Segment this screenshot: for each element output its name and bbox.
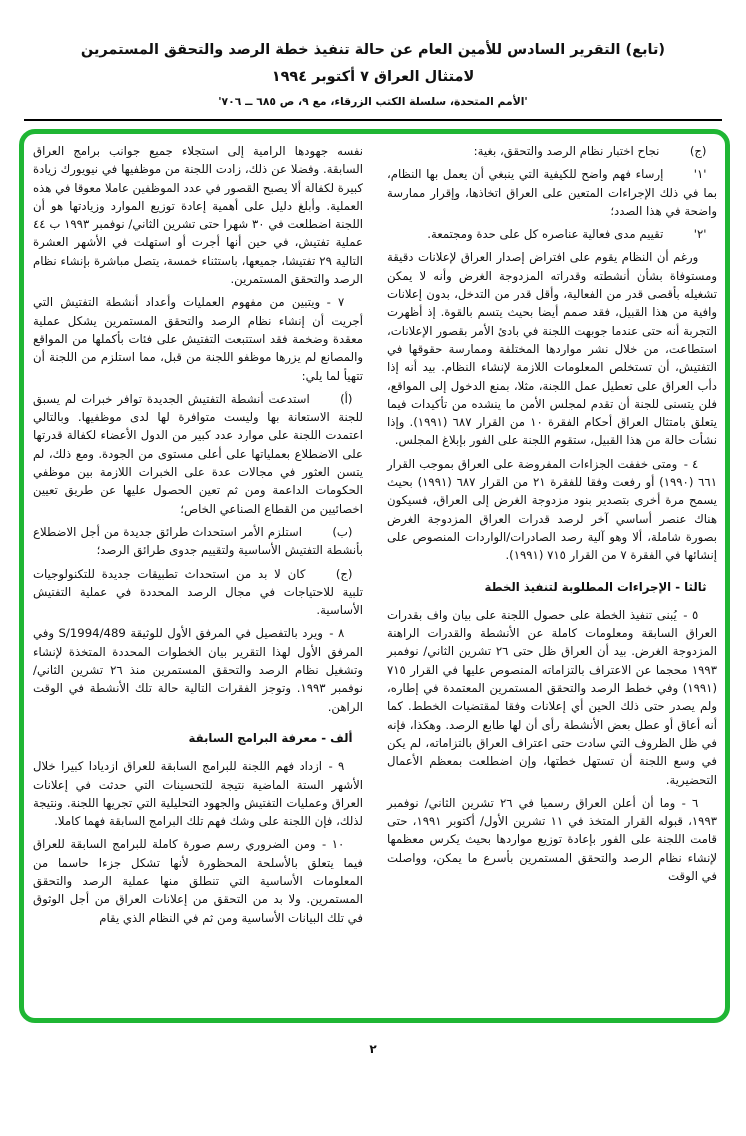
paragraph-text: ومن الضروري رسم صورة كاملة للبرامج السابقة للعراق فيما يتعلق بالأسلحة المحظورة لأنها تشكل جزءا حاسما من المعلومات الأساسية التي تنطلق منها عملية الرصد والتحقق المستمرين. ولا بد من التحقق من إعلانات العراق من أجل الوثوق في تلك البيانات الأساسية ومن ثم في النظام الذي يقام: [33, 837, 363, 925]
paragraph-text: نفسه جهودها الرامية إلى استجلاء جميع جوانب برامج العراق السابقة. وفضلا عن ذلك، زادت اللجنة من موظفيها في نيويورك زيادة كبيرة لكفالة ألا يصبح القصور في عدد الموظفين عاملا معوقا في هذه العملية. وأبلغ دليل على أهمية إعادة توزيع الموارد وزيادتها هو أن اللجنة اضطلعت في ٣٠ شهرا حتى تشرين الثاني/ نوفمبر ١٩٩٣ ب ٤٤ عملية تفتيش، في حين أنها أجرت أو استهلت في الأشهر العشرة التالية ٢٩ تفتيشا، جميعها، باستثناء خمسة، يتصل مباشرة بإنشاء نظام الرصد والتحقق المستمرين.: [33, 144, 363, 287]
paragraph-text: وما أن أعلن العراق رسميا في ٢٦ تشرين الثاني/ نوفمبر ١٩٩٣، قبوله القرار المتخذ في ١١ تشرين الأول/ أكتوبر ١٩٩١، حتى قامت اللجنة على الفور بإعادة توزيع مواردها بحيث يكرس معظمها لإنشاء نظام الرصد والتحقق المستمرين بأسرع ما يمكن، وواصلت في الوقت: [387, 795, 718, 883]
document-title-line2: لامتثال العراق ٧ أكتوبر ١٩٩٤: [271, 69, 475, 85]
paragraph: [33, 565, 363, 620]
paragraph: [33, 757, 363, 830]
paragraph-label: (ب): [332, 524, 353, 539]
paragraph: [33, 293, 363, 384]
paragraph: [33, 835, 363, 926]
paragraph-label: ١٠ -: [321, 837, 345, 852]
paragraph-label: ٤ -: [683, 456, 699, 471]
paragraph-text: استدعت أنشطة التفتيش الجديدة توافر خبرات لم يسبق للجنة الاستعانة بها وليست متوافرة لها لدى موظفيها. وبالتالي اعتمدت اللجنة على موارد عدد كبير من الدول الأعضاء لكفالة قدرتها على الاضطلاع بعملياتها على أعلى مستوى من الجودة. ومع ذلك، لم يتسن العثور في مجالات عدة على الخبرات اللازمة بين موظفي الحكومات الداعمة ومن ثم تعين الحصول عليها عن طريق تعيين اخصائيين من القطاع الصناعي الخاص؛: [33, 391, 363, 516]
document-source-citation: 'الأمم المتحدة، سلسلة الكتب الزرقاء، مع ٩، ص ٦٨٥ ــ ٧٠٦': [218, 95, 528, 108]
body-column-left: [33, 142, 363, 932]
body-columns: [33, 142, 717, 932]
paragraph-text: ألف - معرفة البرامج السابقة: [188, 730, 353, 745]
paragraph: [33, 523, 363, 560]
document-header: [0, 42, 746, 108]
paragraph-label: (ج): [689, 144, 707, 158]
paragraph: [387, 794, 717, 885]
paragraph-text: إرساء فهم واضح للكيفية التي ينبغي أن يعمل بها النظام، بما في ذلك الإجراءات المتعين على العراق اتخاذها، وإقرار ممارسة واضحة في هذا الصدد؛: [387, 167, 717, 218]
paragraph-text: ثالثا - الإجراءات المطلوبة لتنفيذ الخطة: [484, 579, 707, 594]
paragraph-text: ازداد فهم اللجنة للبرامج السابقة للعراق ازديادا كبيرا خلال الأشهر الستة الماضية نتيجة للتحسينات التي حدثت في إعلانات العراق وعمليات التفتيش والجهود التحليلية التي تجريها اللجنة. ونتيجة لذلك، فإن اللجنة على وشك فهم تلك البرامج السابقة فهما كاملا.: [33, 759, 363, 829]
section-heading: [33, 729, 363, 747]
paragraph-text: كان لا بد من استحداث تطبيقات جديدة للتكنولوجيات تلبية للاحتياجات في مجال الرصد المحددة في عملية التفتيش الأساسية.: [33, 566, 363, 618]
paragraph-text: ويرد بالتفصيل في المرفق الأول للوثيقة S/1994/489 وفي المرفق الأول لهذا التقرير بيان الخطوات المحددة المتخذة لإنشاء وتشغيل نظام الرصد والتحقق المستمرين منذ ٢٦ تشرين الثاني/ نوفمبر ١٩٩٣. وتوجز الفقرات التالية حالة تلك الأنشطة في الوقت الراهن.: [33, 626, 363, 714]
paragraph: [387, 455, 717, 565]
paragraph-text: ويتبين من مفهوم العمليات وأعداد أنشطة التفتيش التي أجريت أن إنشاء نظام الرصد والتحقق المستمرين يشكل عملية معقدة وضخمة فقد استتبعت التفتيش على فئات بأكملها من المواقع والمصانع لم يزرها موظفو اللجنة من قبل، مما استلزم من اللجنة أن تتهيأ لما يلي:: [33, 295, 363, 383]
paragraph-label: (أ): [340, 391, 353, 406]
paragraph-label: ٧ -: [326, 295, 345, 310]
paragraph: [387, 606, 717, 789]
paragraph-text: تقييم مدى فعالية عناصره كل على حدة ومجتمعة.: [427, 227, 664, 242]
paragraph-text: نجاح اختبار نظام الرصد والتحقق، بغية:: [473, 144, 660, 158]
document-title-line1: (تابع) التقرير السادس للأمين العام عن حالة تنفيذ خطة الرصد والتحقق المستمرين: [80, 42, 666, 58]
paragraph-label: (ج): [335, 566, 353, 581]
paragraph-text: ورغم أن النظام يقوم على افتراض إصدار العراق لإعلانات دقيقة ومستوفاة بشأن أنشطته وقدراته المزدوجة الغرض وأنه لا يمكن تشغيله بأقصى قدر من الفعالية، وأقل قدر من التدخل، بدون إعلانات وافية من هذا القبيل، فقد صمم أيضا بحيث يتسم بالقوة. إذ أظهرت التجربة أنه حتى عندما جوبهت اللجنة في بادئ الأمر بقصور الإعلانات، استطاعت، من خلال نشر مواردها المختلفة وممارسة حقوقها في التفتيش، أن تستخلص المعلومات اللازمة لإنشاء النظام. بيد أنه إذا دأب العراق على تعطيل عمل اللجنة، مثلا، بمنع الدخول إلى المواقع، فلن يتسنى للجنة أن تقدم لمجلس الأمن ما ينشده من تأكيدات فيما يتعلق بامتثال العراق أحكام الفقرة ١٠ من القرار ٦٨٧ (١٩٩١). وإذا نشأت حالة من هذا القبيل، ستقوم اللجنة على الفور بإبلاغ المجلس.: [387, 250, 717, 448]
paragraph: [387, 225, 717, 243]
paragraph-label: ٥ -: [683, 607, 699, 622]
paragraph-text: يُبنى تنفيذ الخطة على حصول اللجنة على بيان واف بقدرات العراق السابقة ومعلومات كاملة عن الأنشطة والقدرات الراهنة المزدوجة الغرض. بيد أن العراق ظل حتى ٢٦ تشرين الثاني/ نوفمبر ١٩٩٣ محجما عن الاعتراف بالتزاماته المنصوص عليها في القرار ٧١٥ (١٩٩١) وفي خطط الرصد والتحقق المستمرين المعتمدة في إطاره، ولم يصدر حتى ذلك الحين أي إعلانات وفقا لمقتضيات الخطط. كما أنه أعاق أو عطل بعض الأنشطة رأى أن لها طابع الرصد. وهكذا، فإنه في ظل الظروف التي سادت حتى اعتراف العراق بالتزاماته، لم يكن في وسع اللجنة أن تستهل خطتها، وإن اضطلعت بمعظم الأعمال التحضيرية.: [387, 607, 717, 787]
paragraph-text: ومتى خففت الجزاءات المفروضة على العراق بموجب القرار ٦٦١ (١٩٩٠) أو رفعت وفقا للفقرة ٢١ من القرار ٦٨٧ (١٩٩١) بحيث يسمح مرة أخرى بتصدير بنود مزدوجة الغرض إلى العراق، فسيكون هناك عنصر أساسي آخر لرصد قدرات العراق المزدوجة الغرض بصورة شاملة، ألا وهو آلية رصد الصادرات/الواردات المنصوص على إنشائها في الفقرة ٧ من القرار ٧١٥ (١٩٩١).: [387, 456, 717, 563]
section-heading: [387, 578, 717, 596]
page-number: ٢: [369, 1042, 377, 1056]
body-column-right: [387, 142, 717, 890]
paragraph-text: استلزم الأمر استحداث طرائق جديدة من أجل الاضطلاع بأنشطة التفتيش الأساسية ولتقييم جدوى طرائق الرصد؛: [33, 524, 363, 558]
paragraph-label: '١': [693, 167, 707, 182]
paragraph: [387, 142, 717, 160]
paragraph: [33, 142, 363, 288]
paragraph: [33, 624, 363, 715]
header-divider-rule: [24, 119, 722, 121]
paragraph-label: ٨ -: [329, 626, 345, 641]
paragraph-label: '٢': [693, 227, 707, 242]
paragraph: [387, 165, 717, 220]
paragraph-label: ٩ -: [328, 759, 345, 774]
paragraph: [33, 390, 363, 518]
paragraph-label: ٦ -: [681, 795, 699, 810]
paragraph: [387, 248, 717, 449]
